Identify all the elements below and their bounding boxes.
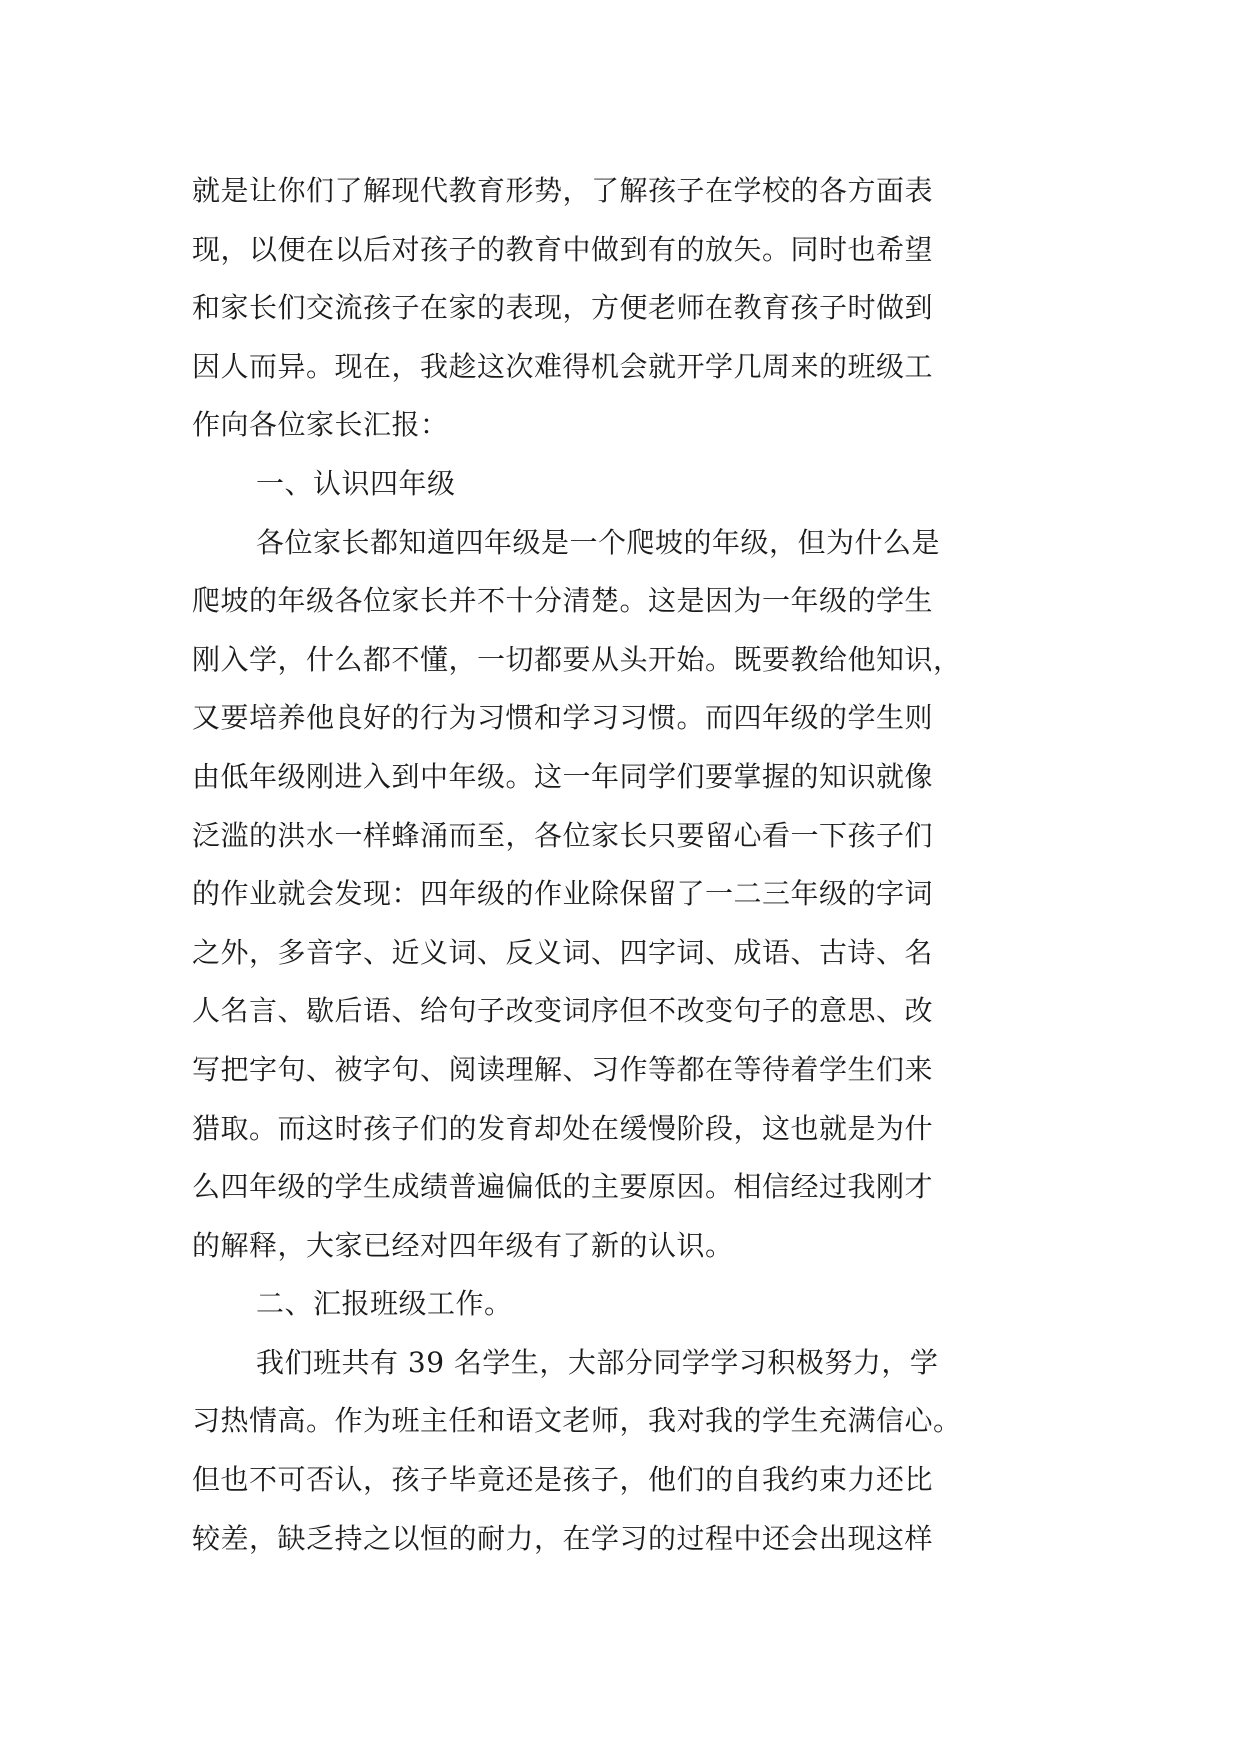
body-line: 爬坡的年级各位家长并不十分清楚。这是因为一年级的学生	[192, 584, 934, 618]
body-line: 作向各位家长汇报：	[192, 408, 449, 442]
body-line: 因人而异。现在，我趁这次难得机会就开学几周来的班级工	[192, 349, 934, 383]
body-line: 的解释，大家已经对四年级有了新的认识。	[192, 1228, 734, 1262]
paragraph-first-line: 各位家长都知道四年级是一个爬坡的年级，但为什么是	[256, 525, 941, 559]
body-line: 就是让你们了解现代教育形势，了解孩子在学校的各方面表	[192, 174, 934, 207]
body-line: 现，以便在以后对孩子的教育中做到有的放矢。同时也希望	[192, 232, 934, 266]
paragraph-first-line: 我们班共有 39 名学生，大部分同学学习积极努力，学	[256, 1345, 939, 1379]
body-line: 较差，缺乏持之以恒的耐力，在学习的过程中还会出现这样	[192, 1521, 934, 1555]
section-heading: 二、汇报班级工作。	[256, 1287, 513, 1321]
body-line: 和家长们交流孩子在家的表现，方便老师在教育孩子时做到	[192, 291, 934, 325]
body-line: 人名言、歇后语、给句子改变词序但不改变句子的意思、改	[192, 994, 934, 1028]
body-line: 泛滥的洪水一样蜂涌而至，各位家长只要留心看一下孩子们	[192, 818, 934, 852]
body-line: 写把字句、被字句、阅读理解、习作等都在等待着学生们来	[192, 1052, 934, 1086]
body-line: 的作业就会发现：四年级的作业除保留了一二三年级的字词	[192, 877, 934, 911]
body-line: 又要培养他良好的行为习惯和学习习惯。而四年级的学生则	[192, 701, 934, 735]
body-line: 但也不可否认，孩子毕竟还是孩子，他们的自我约束力还比	[192, 1463, 934, 1497]
section-heading: 一、认识四年级	[256, 466, 456, 500]
body-line: 刚入学，什么都不懂，一切都要从头开始。既要教给他知识，	[192, 642, 962, 676]
body-line: 之外，多音字、近义词、反义词、四字词、成语、古诗、名	[192, 935, 934, 969]
body-line: 猎取。而这时孩子们的发育却处在缓慢阶段，这也就是为什	[192, 1111, 934, 1145]
body-line: 习热情高。作为班主任和语文老师，我对我的学生充满信心。	[192, 1404, 962, 1438]
body-line: 么四年级的学生成绩普遍偏低的主要原因。相信经过我刚才	[192, 1170, 934, 1204]
document-body	[192, 162, 1052, 1568]
body-line: 由低年级刚进入到中年级。这一年同学们要掌握的知识就像	[192, 759, 934, 793]
